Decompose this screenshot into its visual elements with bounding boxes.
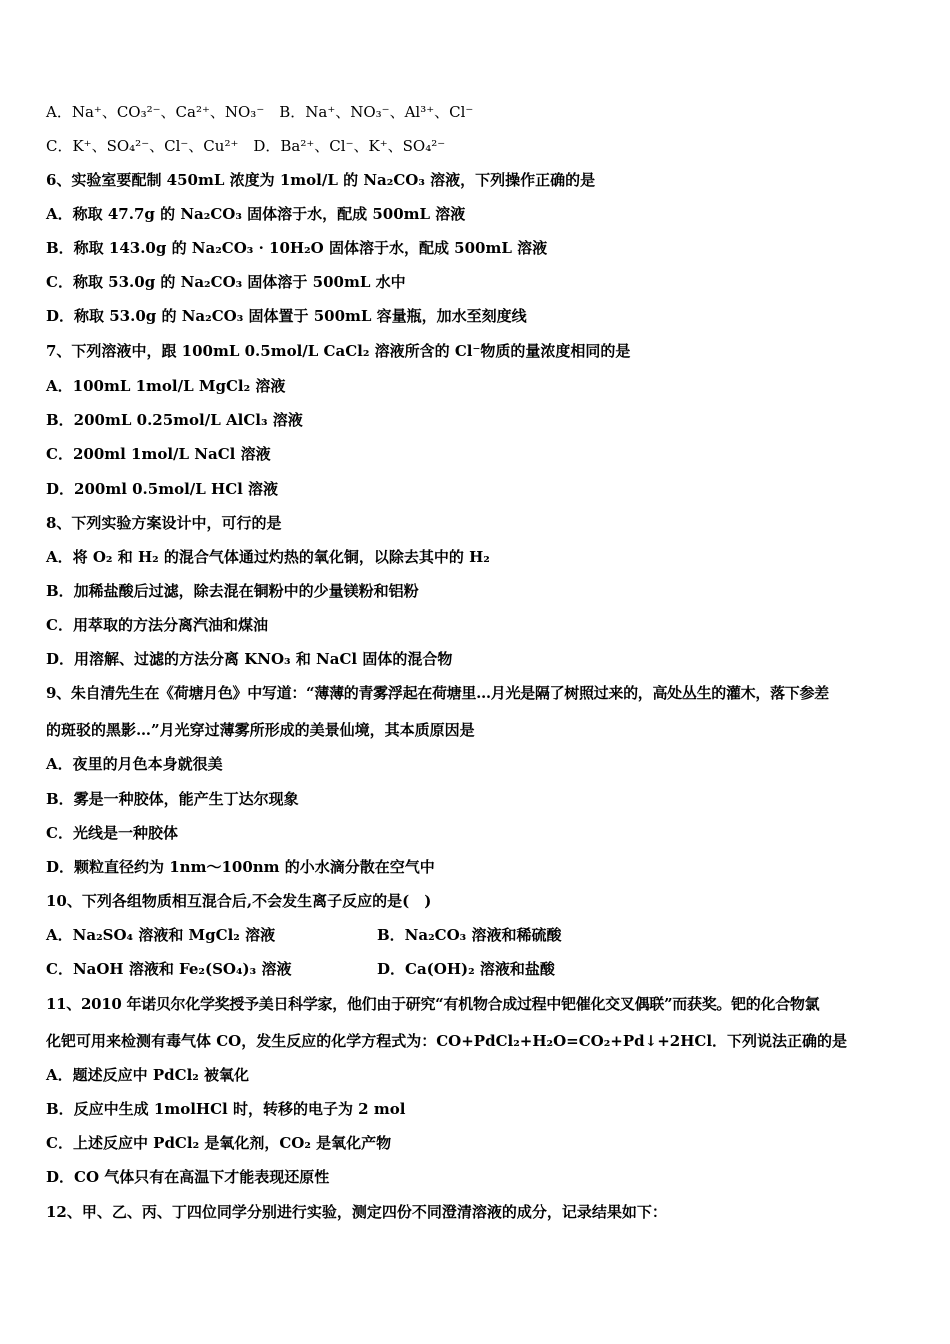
q8-stem: 8、下列实验方案设计中，可行的是 (46, 514, 282, 532)
q10-option-d: D．Ca(OH)₂ 溶液和盐酸 (377, 960, 555, 978)
q10-stem: 10、下列各组物质相互混合后,不会发生离子反应的是( ) (46, 892, 432, 910)
q6-option-a: A．称取 47.7g 的 Na₂CO₃ 固体溶于水，配成 500mL 溶液 (46, 205, 466, 223)
q9-stem-line1: 9、朱自清先生在《荷塘月色》中写道：“薄薄的青雾浮起在荷塘里…月光是隔了树照过来的，高处丛生的灌木，落下参差 (46, 684, 829, 702)
q9-option-a: A．夜里的月色本身就很美 (46, 755, 223, 773)
q11-option-a: A．题述反应中 PdCl₂ 被氧化 (46, 1066, 250, 1084)
q8-option-a: A．将 O₂ 和 H₂ 的混合气体通过灼热的氧化铜，以除去其中的 H₂ (46, 548, 490, 566)
q9-option-d: D．颗粒直径约为 1nm～100nm 的小水滴分散在空气中 (46, 858, 435, 876)
q10-option-a: A．Na₂SO₄ 溶液和 MgCl₂ 溶液 (46, 926, 276, 944)
q7-stem: 7、下列溶液中，跟 100mL 0.5mol/L CaCl₂ 溶液所含的 Cl⁻物质的量浓度相同的是 (46, 342, 631, 360)
q6-option-d: D．称取 53.0g 的 Na₂CO₃ 固体置于 500mL 容量瓶，加水至刻度线 (46, 307, 527, 325)
q7-option-b: B．200mL 0.25mol/L AlCl₃ 溶液 (46, 411, 303, 429)
q11-option-d: D．CO 气体只有在高温下才能表现还原性 (46, 1168, 330, 1186)
q6-option-c: C．称取 53.0g 的 Na₂CO₃ 固体溶于 500mL 水中 (46, 273, 406, 291)
q5-option-cd: C．K⁺、SO₄²⁻、Cl⁻、Cu²⁺ D．Ba²⁺、Cl⁻、K⁺、SO₄²⁻ (46, 137, 446, 155)
q6-option-b: B．称取 143.0g 的 Na₂CO₃ · 10H₂O 固体溶于水，配成 500mL 溶液 (46, 239, 548, 257)
q9-option-c: C．光线是一种胶体 (46, 824, 178, 842)
q9-option-b: B．雾是一种胶体，能产生丁达尔现象 (46, 790, 299, 808)
q12-stem: 12、甲、乙、丙、丁四位同学分别进行实验，测定四份不同澄清溶液的成分，记录结果如下： (46, 1203, 667, 1221)
q8-option-b: B．加稀盐酸后过滤，除去混在铜粉中的少量镁粉和铝粉 (46, 582, 419, 600)
q8-option-c: C．用萃取的方法分离汽油和煤油 (46, 616, 268, 634)
q7-option-c: C．200ml 1mol/L NaCl 溶液 (46, 445, 271, 463)
q5-option-ab: A．Na⁺、CO₃²⁻、Ca²⁺、NO₃⁻ B．Na⁺、NO₃⁻、Al³⁺、Cl⁻ (46, 103, 474, 121)
q9-stem-line2: 的斑驳的黑影…”月光穿过薄雾所形成的美景仙境，其本质原因是 (46, 721, 475, 739)
q11-stem-line1: 11、2010 年诺贝尔化学奖授予美日科学家，他们由于研究“有机物合成过程中钯催化交叉偶联”而获奖。钯的化合物氯 (46, 995, 820, 1013)
q11-option-c: C．上述反应中 PdCl₂ 是氧化剂，CO₂ 是氧化产物 (46, 1134, 392, 1152)
q10-option-b: B．Na₂CO₃ 溶液和稀硫酸 (377, 926, 562, 944)
q8-option-d: D．用溶解、过滤的方法分离 KNO₃ 和 NaCl 固体的混合物 (46, 650, 453, 668)
q7-option-d: D．200ml 0.5mol/L HCl 溶液 (46, 480, 279, 498)
q11-option-b: B．反应中生成 1molHCl 时，转移的电子为 2 mol (46, 1100, 406, 1118)
q10-option-c: C．NaOH 溶液和 Fe₂(SO₄)₃ 溶液 (46, 960, 292, 978)
q6-stem: 6、实验室要配制 450mL 浓度为 1mol/L 的 Na₂CO₃ 溶液，下列操作正确的是 (46, 171, 596, 189)
q11-stem-line2: 化钯可用来检测有毒气体 CO，发生反应的化学方程式为：CO+PdCl₂+H₂O=CO₂+Pd↓+2HCl．下列说法正确的是 (46, 1032, 848, 1050)
q7-option-a: A．100mL 1mol/L MgCl₂ 溶液 (46, 377, 286, 395)
